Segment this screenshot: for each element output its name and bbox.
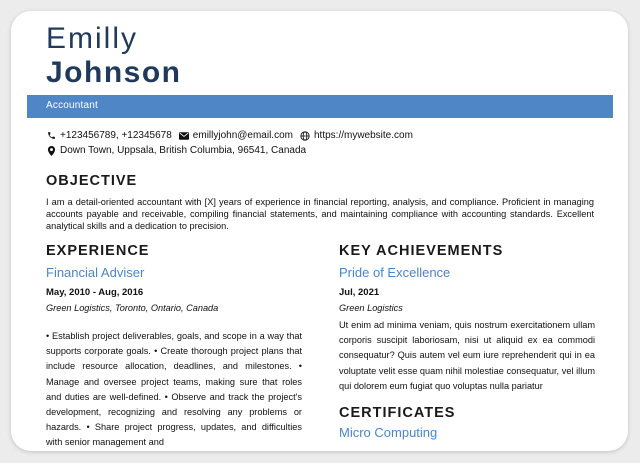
- certificate-title: Micro Computing: [339, 425, 438, 441]
- certificates-heading: CERTIFICATES: [339, 405, 456, 422]
- job-title: Accountant: [46, 100, 99, 111]
- objective-heading: OBJECTIVE: [46, 173, 138, 189]
- envelope-icon: [179, 131, 189, 141]
- website-url: https://mywebsite.com: [313, 130, 413, 141]
- first-name: Emilly: [46, 22, 138, 55]
- achievement-date: Jul, 2021: [339, 287, 380, 298]
- experience-section: [46, 243, 302, 451]
- last-name: Johnson: [46, 56, 182, 89]
- objective-text: I am a detail-oriented accountant with [X] years of experience in financial reporting, analysis, and compliance. Proficient in managing accounts payable and receivable, compiling financial statements, and maintaining compliance with accounting standards. Excellent analytical skills and a dedication to precision.: [46, 197, 594, 231]
- experience-description: • Establish project deliverables, goals, and scope in a way that supports corporate goals. • Create thorough project plans that include resource allocation, deadlines, and milestones. • Manage and oversee project teams, making sure that roles and duties are well-defined. • Observe and track the project's development, recognizing and resolving any problems or hazards. • Share project progress, updates, and difficulties with senior management and: [46, 331, 302, 448]
- achievement-organization: Green Logistics: [339, 303, 403, 313]
- resume-page: [11, 11, 628, 451]
- experience-dates: May, 2010 - Aug, 2016: [46, 287, 144, 298]
- map-pin-icon: [46, 146, 56, 156]
- phone-icon: [46, 131, 56, 141]
- job-title-banner: [27, 95, 613, 118]
- achievements-section: [339, 243, 595, 440]
- address: Down Town, Uppsala, British Columbia, 96541, Canada: [60, 145, 307, 156]
- phone-numbers: +123456789, +12345678: [60, 130, 172, 141]
- experience-role: Financial Adviser: [46, 265, 145, 280]
- achievements-heading: KEY ACHIEVEMENTS: [339, 243, 504, 259]
- contact-row-primary: [46, 130, 413, 141]
- achievement-title: Pride of Excellence: [339, 265, 451, 280]
- email-address: emillyjohn@email.com: [192, 130, 293, 141]
- experience-company: Green Logistics, Toronto, Ontario, Canada: [46, 303, 219, 313]
- contact-row-address: [46, 145, 306, 156]
- globe-icon: [300, 131, 310, 141]
- experience-heading: EXPERIENCE: [46, 243, 150, 259]
- achievement-description: Ut enim ad minima veniam, quis nostrum exercitationem ullam corporis suscipit laboriosam, nisi ut aliquid ex ea commodi consequatur? Quis autem vel eum iure reprehenderit qui in ea voluptate velit esse quam nihil molestiae consequatur, vel illum qui dolorem eum fugiat quo voluptas nulla pariatur: [339, 320, 595, 391]
